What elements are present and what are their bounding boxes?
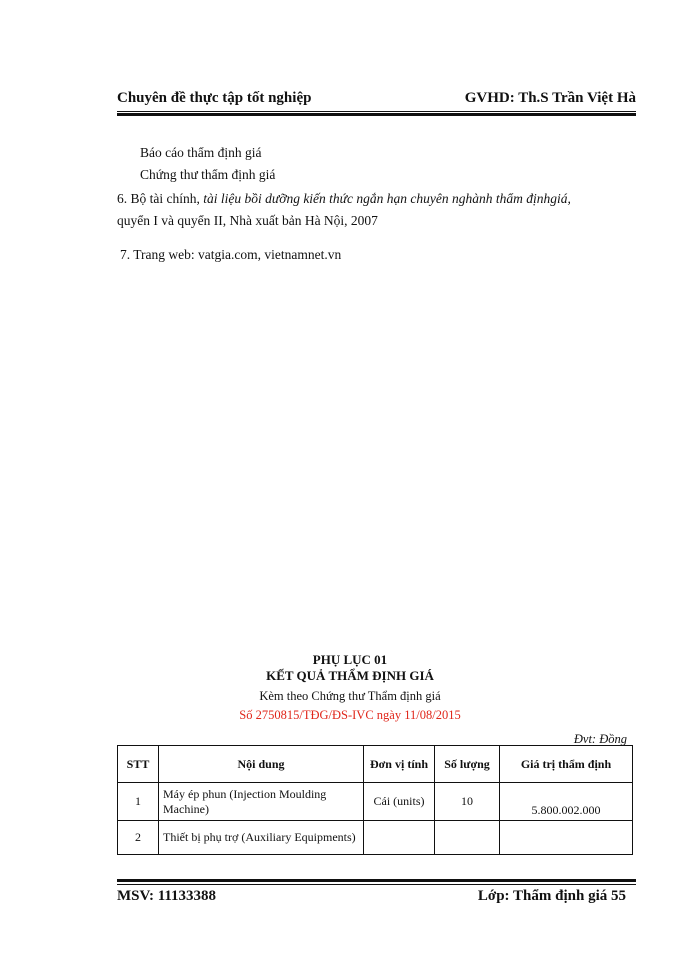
table-row <box>118 821 633 855</box>
appendix-attached: Kèm theo Chứng thư Thẩm định giá <box>259 689 441 703</box>
header-rule-thin <box>117 111 636 112</box>
header-unit: Đơn vị tính <box>364 746 435 783</box>
reference-item-a: Báo cáo thẩm định giá <box>140 145 262 160</box>
row-unit: Cái (units) <box>364 783 435 821</box>
footer-class: Lớp: Thẩm định giá 55 <box>477 888 626 904</box>
row-content: Thiết bị phụ trợ (Auxiliary Equipments) <box>159 821 364 855</box>
header-content: Nội dung <box>159 746 364 783</box>
row-value <box>500 821 633 855</box>
reference-7: 7. Trang web: vatgia.com, vietnamnet.vn <box>120 247 342 262</box>
header-rule-thick <box>117 113 636 116</box>
table-header-row <box>118 746 633 783</box>
row-stt: 1 <box>118 783 159 821</box>
header-quantity: Số lượng <box>435 746 500 783</box>
row-stt: 2 <box>118 821 159 855</box>
currency-unit: Đvt: Đồng <box>573 732 627 746</box>
header-left-title: Chuyên đề thực tập tốt nghiệp <box>117 90 312 106</box>
table-row <box>118 783 633 821</box>
header-stt: STT <box>118 746 159 783</box>
reference-6-prefix: 6. Bộ tài chính, <box>117 191 200 206</box>
appendix-number: Số 2750815/TĐG/ĐS-IVC ngày 11/08/2015 <box>239 708 461 722</box>
row-quantity: 10 <box>435 783 500 821</box>
row-unit <box>364 821 435 855</box>
footer-rule-thick <box>117 879 636 882</box>
reference-item-b: Chứng thư thẩm định giá <box>140 167 276 182</box>
header-value: Giá trị thẩm định <box>500 746 633 783</box>
row-content: Máy ép phun (Injection Moulding Machine) <box>159 783 364 821</box>
page-header <box>117 90 636 112</box>
footer-rule-thin <box>117 884 636 885</box>
row-value: 5.800.002.000 <box>500 783 633 821</box>
header-supervisor: GVHD: Th.S Trần Việt Hà <box>464 90 636 106</box>
valuation-table <box>117 745 633 855</box>
reference-6-line2: quyển I và quyển II, Nhà xuất bản Hà Nội, 2007 <box>117 213 378 228</box>
reference-6-title: tài liệu bồi dưỡng kiến thức ngắn hạn chuyên nghành thẩm địnhgiá, <box>199 191 571 206</box>
reference-6 <box>117 191 571 207</box>
appendix-title: PHỤ LỤC 01 <box>312 652 388 667</box>
footer-student-id: MSV: 11133388 <box>117 888 217 904</box>
appendix-subtitle: KẾT QUẢ THẨM ĐỊNH GIÁ <box>266 668 434 683</box>
row-quantity <box>435 821 500 855</box>
